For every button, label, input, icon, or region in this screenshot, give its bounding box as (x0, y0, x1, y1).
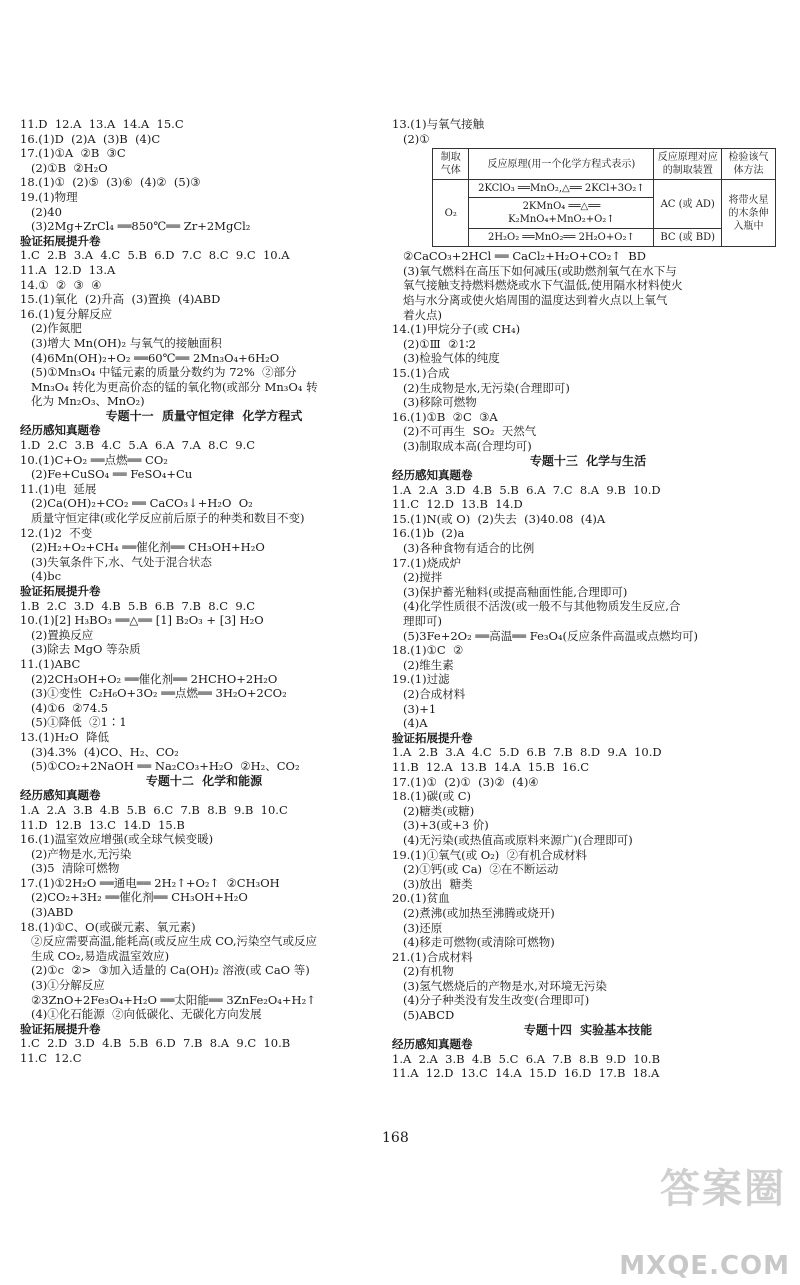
section-heading: 验证拓展提升卷 (20, 233, 101, 248)
table-device-cell: AC (或 AD) (654, 180, 722, 229)
answer-line: (2)H₂+O₂+CH₄ ══催化剂══ CH₃OH+H₂O (20, 540, 265, 555)
answer-line: (3)制取成本高(合理均可) (392, 438, 532, 453)
section-heading: 验证拓展提升卷 (20, 1021, 101, 1036)
section-heading: 验证拓展提升卷 (20, 584, 101, 598)
answer-line: (2)40 (20, 204, 62, 219)
answer-line: (3)还原 (392, 920, 443, 935)
answer-line: (3)增大 Mn(OH)₂ 与氧气的接触面积 (20, 335, 222, 350)
answer-line: 质量守恒定律(或化学反应前后原子的种类和数目不变) (20, 511, 305, 526)
answer-line: (2)产物是水,无污染 (20, 846, 132, 861)
answer-line: (2)①B ②H₂O (20, 160, 108, 175)
answer-line: (5)3Fe+2O₂ ══高温══ Fe₃O₄(反应条件高温或点燃均可) (392, 628, 699, 643)
answer-line: (4)①6 ②74.5 (20, 700, 109, 715)
answer-line: 14.(1)甲烷分子(或 CH₄) (392, 322, 521, 337)
answer-line: 15.(1)合成 (392, 365, 450, 380)
answer-line: (3)各种食物有适合的比例 (392, 541, 535, 556)
answer-line: 16.(1)复分解反应 (20, 306, 113, 321)
answer-line: (3)检验气体的纯度 (392, 351, 500, 366)
answer-line: 氧气接触支持燃料燃烧或水下气温低,使用隔水材料使火 (392, 278, 683, 293)
answer-line: 19.(1)物理 (20, 189, 78, 204)
section-heading: 经历感知真题卷 (392, 468, 473, 483)
answer-line: 21.(1)合成材料 (392, 949, 473, 964)
answer-line: (2)作氮肥 (20, 321, 82, 336)
answer-line: 11.A 12.D 13.A (20, 262, 116, 277)
answer-line: 16.(1)b (2)a (392, 526, 465, 541)
answer-line: 11.D 12.B 13.C 14.D 15.B (20, 817, 185, 832)
answer-line: (2)Ca(OH)₂+CO₂ ══ CaCO₃↓+H₂O O₂ (20, 496, 253, 511)
section-heading: 经历感知真题卷 (20, 788, 101, 803)
answer-line: 1.C 2.D 3.D 4.B 5.B 6.D 7.B 8.A 9.C 10.B (20, 1036, 291, 1051)
watermark-site: MXQE.COM (619, 1251, 790, 1282)
answer-line: (2)①钙(或 Ca) ②在不断运动 (392, 862, 559, 877)
answer-line: 19.(1)①氧气(或 O₂) ②有机合成材料 (392, 847, 588, 862)
answer-line: 15.(1)氧化 (2)升高 (3)置换 (4)ABD (20, 292, 221, 307)
answer-line: (5)①Mn₃O₄ 中锰元素的质量分数约为 72% ②部分 (20, 365, 297, 380)
right-column (392, 117, 784, 1081)
answer-line: 10.(1)C+O₂ ══点燃══ CO₂ (20, 452, 168, 467)
answer-line: (4)无污染(或热值高或原料来源广)(合理即可) (392, 832, 633, 847)
answer-line: ②CaCO₃+2HCl ══ CaCl₂+H₂O+CO₂↑ BD (392, 249, 646, 264)
section-heading: 经历感知真题卷 (392, 1037, 473, 1052)
answer-line: 14.① ② ③ ④ (20, 277, 102, 292)
answer-line: 13.(1)H₂O 降低 (20, 729, 109, 744)
table-equation-cell: 2KClO₃ ══MnO₂,△══ 2KCl+3O₂↑ (469, 180, 654, 198)
answer-line: (2)①Ⅲ ②1∶2 (392, 336, 476, 351)
topic-heading: 专题十二 化学和能源 (145, 773, 263, 788)
answer-line: 16.(1)温室效应增强(或全球气候变暖) (20, 832, 214, 847)
answer-line: 17.(1)①A ②B ③C (20, 146, 126, 161)
answer-line: 1.B 2.C 3.D 4.B 5.B 6.B 7.B 8.C 9.C (20, 598, 256, 613)
table-row (433, 180, 776, 198)
answer-line: 生成 CO₂,易造成温室效应) (20, 948, 170, 963)
answer-line: 17.(1)① (2)① (3)② (4)④ (392, 774, 539, 789)
answer-line: 18.(1)① (2)⑤ (3)⑥ (4)② (5)③ (20, 175, 201, 190)
table-header-gas: 制取气体 (433, 149, 469, 180)
answer-line: 1.A 2.A 3.D 4.B 5.B 6.A 7.C 8.A 9.B 10.D (392, 482, 661, 497)
answer-line: 11.C 12.D 13.B 14.D (392, 497, 523, 512)
answer-line: (2)置换反应 (20, 627, 94, 642)
answer-line: (2)搅拌 (392, 570, 443, 585)
answer-line: (3)除去 MgO 等杂质 (20, 642, 141, 657)
answer-line: (2)煮沸(或加热至沸腾或烧开) (392, 905, 555, 920)
watermark (560, 1166, 790, 1282)
answer-line: 18.(1)①C ② (392, 643, 464, 658)
answer-line: (3)5 清除可燃物 (20, 861, 120, 876)
left-column (20, 117, 388, 1066)
answer-line: 16.(1)D (2)A (3)B (4)C (20, 131, 161, 146)
answer-line: 17.(1)①2H₂O ══通电══ 2H₂↑+O₂↑ ②CH₃OH (20, 875, 280, 890)
answer-line: (4)6Mn(OH)₂+O₂ ══60℃══ 2Mn₃O₄+6H₂O (20, 350, 280, 365)
answer-line: (4)移走可燃物(或清除可燃物) (392, 935, 555, 950)
answer-line: 焰与水分离或使火焰周围的温度达到着火点以上氧气 (392, 292, 668, 307)
answer-line: (3)失氧条件下,水、气处于混合状态 (20, 554, 212, 569)
answer-line: 17.(1)烧成炉 (392, 555, 462, 570)
answer-line: (3)+3(或+3 价) (392, 818, 489, 833)
answer-line: 1.C 2.B 3.A 4.C 5.B 6.D 7.C 8.C 9.C 10.A (20, 248, 290, 263)
answer-line: (2)不可再生 SO₂ 天然气 (392, 424, 537, 439)
oxygen-preparation-table (432, 148, 776, 247)
answer-line: (2)糖类(或糖) (392, 803, 475, 818)
answer-line: 18.(1)碳(或 C) (392, 789, 472, 804)
topic-heading: 专题十一 质量守恒定律 化学方程式 (105, 408, 303, 423)
answer-line: (3)4.3% (4)CO、H₂、CO₂ (20, 744, 179, 759)
answer-line: 11.C 12.C (20, 1051, 82, 1065)
answer-line: Mn₃O₄ 转化为更高价态的锰的氧化物(或部分 Mn₃O₄ 转 (20, 379, 318, 394)
answer-line: ②反应需要高温,能耗高(或反应生成 CO,污染空气或反应 (20, 934, 317, 949)
answer-line: 化为 Mn₂O₃、MnO₂) (20, 394, 145, 409)
answer-line: (2)维生素 (392, 657, 454, 672)
answer-line: 11.(1)ABC (20, 656, 81, 671)
answer-line: 着火点) (392, 307, 442, 322)
topic-heading: 专题十三 化学与生活 (529, 453, 647, 468)
answer-line: ②3ZnO+2Fe₃O₄+H₂O ══太阳能══ 3ZnFe₂O₄+H₂↑ (20, 992, 316, 1007)
answer-line: 15.(1)N(或 O) (2)失去 (3)40.08 (4)A (392, 511, 606, 526)
answer-line: 11.A 12.D 13.C 14.A 15.D 16.D 17.B 18.A (392, 1066, 660, 1081)
section-heading: 经历感知真题卷 (20, 423, 101, 438)
answer-line: (3)氧气燃料在高压下如何减压(或助燃剂氧气在水下与 (392, 263, 677, 278)
table-header-row (433, 149, 776, 180)
answer-line: 18.(1)①C、O(或碳元素、氧元素) (20, 919, 196, 934)
watermark-logo: 答案圈 (660, 1166, 786, 1212)
answer-line: (3)①变性 C₂H₆O+3O₂ ══点燃══ 3H₂O+2CO₂ (20, 686, 287, 701)
right-top-lines (392, 117, 784, 146)
answer-line: 11.(1)电 延展 (20, 481, 97, 496)
answer-line: (4)bc (20, 569, 62, 584)
answer-line: (5)①CO₂+2NaOH ══ Na₂CO₃+H₂O ②H₂、CO₂ (20, 759, 300, 774)
page-number: 168 (382, 1130, 409, 1146)
answer-line: 10.(1)[2] H₃BO₃ ══△══ [1] B₂O₃ + [3] H₂O (20, 613, 264, 628)
right-lines (392, 249, 784, 1081)
answer-line: 理即可) (392, 614, 442, 629)
table-header-equation: 反应原理(用一个化学方程式表示) (469, 149, 654, 180)
answer-line: (2)Fe+CuSO₄ ══ FeSO₄+Cu (20, 467, 193, 482)
answer-line: (3)放出 糖类 (392, 876, 473, 891)
answer-line: 20.(1)贫血 (392, 891, 450, 906)
answer-line: (3)移除可燃物 (392, 395, 477, 410)
answer-line: (2)有机物 (392, 964, 454, 979)
table-header-device: 反应原理对应的制取装置 (654, 149, 722, 180)
table-method-cell: 将带火星的木条伸入瓶中 (722, 180, 776, 247)
section-heading: 验证拓展提升卷 (392, 730, 473, 745)
table-header-method: 检验该气体方法 (722, 149, 776, 180)
answer-line: 1.A 2.B 3.A 4.C 5.D 6.B 7.B 8.D 9.A 10.D (392, 745, 662, 760)
answer-line: (4)分子种类没有发生改变(合理即可) (392, 993, 590, 1008)
answer-line: (4)化学性质很不活泼(或一般不与其他物质发生反应,合 (392, 599, 681, 614)
answer-line: 19.(1)过滤 (392, 672, 450, 687)
answer-line: (2)①c ②> ③加入适量的 Ca(OH)₂ 溶液(或 CaO 等) (20, 963, 310, 978)
answer-line: 11.B 12.A 13.B 14.A 15.B 16.C (392, 759, 590, 774)
table-gas-cell: O₂ (433, 180, 469, 247)
answer-line: 11.D 12.A 13.A 14.A 15.C (20, 117, 184, 131)
answer-line: 1.A 2.A 3.B 4.B 5.B 6.C 7.B 8.B 9.B 10.C (20, 802, 288, 817)
answer-line: (3)2Mg+ZrCl₄ ══850℃══ Zr+2MgCl₂ (20, 219, 251, 234)
answer-line: (4)A (392, 716, 428, 731)
answer-line: 12.(1)2 不变 (20, 525, 93, 540)
answer-line: (4)①化石能源 ②向低碳化、无碳化方向发展 (20, 1007, 262, 1022)
answer-line: (2)CO₂+3H₂ ══催化剂══ CH₃OH+H₂O (20, 890, 248, 905)
answer-line: (3)ABD (20, 905, 74, 920)
answer-line: (2)生成物是水,无污染(合理即可) (392, 380, 570, 395)
answer-line: (3)氢气燃烧后的产物是水,对环境无污染 (392, 978, 607, 993)
table-device-cell: BC (或 BD) (654, 229, 722, 247)
answer-line: (2)2CH₃OH+O₂ ══催化剂══ 2HCHO+2H₂O (20, 671, 278, 686)
answer-line: (5)ABCD (392, 1008, 455, 1023)
table-equation-cell: 2KMnO₄ ══△══ K₂MnO₄+MnO₂+O₂↑ (469, 198, 654, 229)
answer-line: (5)①降低 ②1∶1 (20, 715, 127, 730)
answer-line: 16.(1)①B ②C ③A (392, 409, 498, 424)
answer-line: (3)①分解反应 (20, 978, 105, 993)
answer-line: 1.D 2.C 3.B 4.C 5.A 6.A 7.A 8.C 9.C (20, 438, 256, 453)
answer-line: (3)+1 (392, 701, 437, 716)
table-equation-cell: 2H₂O₂ ══MnO₂══ 2H₂O+O₂↑ (469, 229, 654, 247)
answer-line: 13.(1)与氧气接触 (392, 117, 485, 131)
answer-line: (2)① (392, 131, 430, 146)
answer-line: (3)保护蓄光釉料(或提高釉面性能,合理即可) (392, 584, 628, 599)
topic-heading: 专题十四 实验基本技能 (523, 1022, 653, 1037)
answer-line: (2)合成材料 (392, 687, 466, 701)
answer-line: 1.A 2.A 3.B 4.B 5.C 6.A 7.B 8.B 9.D 10.B (392, 1051, 661, 1066)
